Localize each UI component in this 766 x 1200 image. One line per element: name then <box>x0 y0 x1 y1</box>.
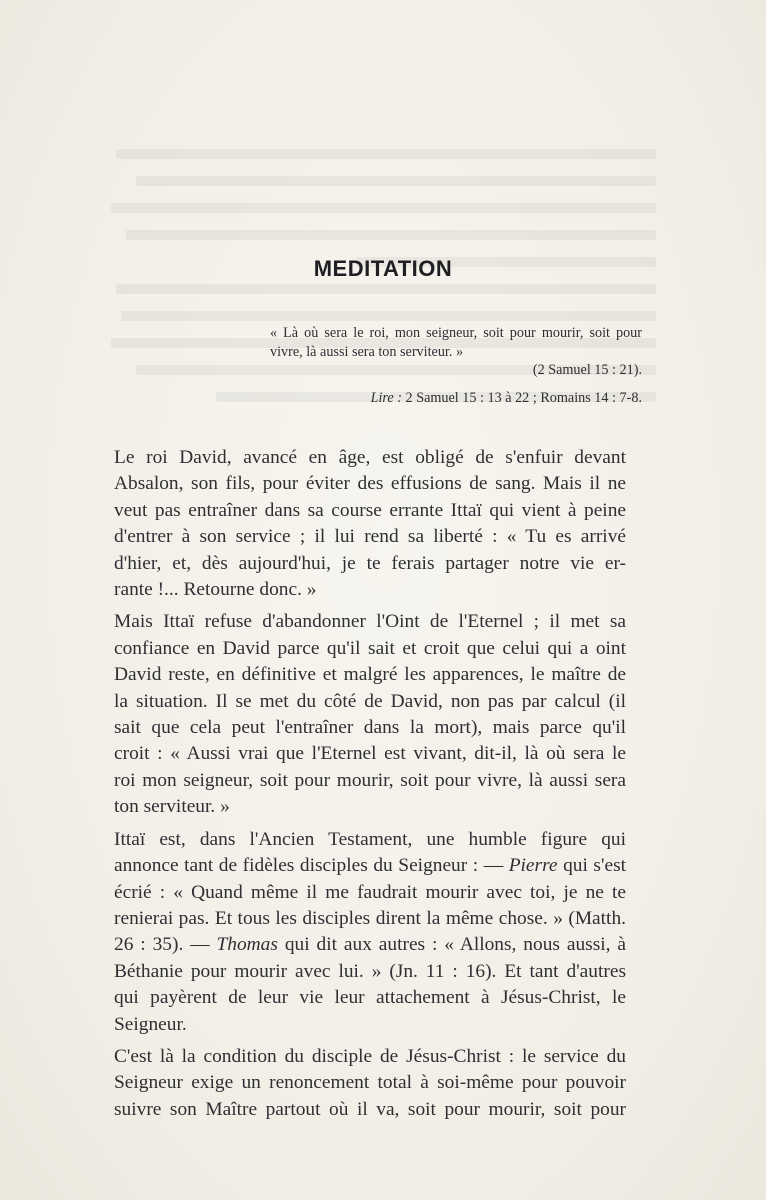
text-line: Seigneur exige un renoncement total à soi-même pour pouvoir <box>114 1072 626 1094</box>
text-line: d'hier, et, dès aujourd'hui, je te ferais partager notre vie er- <box>114 552 626 574</box>
epigraph-quote: « Là où sera le roi, mon seigneur, soit pour mourir, soit pour vivre, là aussi sera ton serviteur. » <box>270 325 642 360</box>
text-line: sait que cela peut l'entraîner dans la mort), mais parce qu'il <box>114 717 626 739</box>
text-line: qui payèrent de leur vie leur attachement à Jésus-Christ, le <box>114 987 626 1009</box>
paragraph <box>114 445 626 603</box>
text-line: Béthanie pour mourir avec lui. » (Jn. 11 : 16). Et tant d'autres <box>114 960 626 982</box>
text-line: annonce tant de fidèles disciples du Seigneur : — Pierre qui s'est <box>114 855 626 877</box>
italic-name: Pierre <box>508 855 558 877</box>
paragraph <box>114 827 626 1038</box>
italic-name: Thomas <box>216 934 278 956</box>
paragraph <box>114 1044 626 1123</box>
read-label: Lire : <box>370 390 402 406</box>
text-line: Ittaï est, dans l'Ancien Testament, une humble figure qui <box>114 828 626 850</box>
text-line: suivre son Maître partout où il va, soit pour mourir, soit pour <box>114 1098 626 1120</box>
reading-reference <box>371 390 642 407</box>
text-line: écrié : « Quand même il me faudrait mourir avec toi, je ne te <box>114 881 626 903</box>
text-line: Mais Ittaï refuse d'abandonner l'Oint de l'Eternel ; il met sa <box>114 611 626 633</box>
text-line: 26 : 35). — Thomas qui dit aux autres : « Allons, nous aussi, à <box>114 934 626 956</box>
epigraph-reference: (2 Samuel 15 : 21). <box>532 362 642 378</box>
text-line: Seigneur. <box>114 1013 187 1035</box>
read-refs: 2 Samuel 15 : 13 à 22 ; Romains 14 : 7-8. <box>405 390 642 406</box>
text-line: croit : « Aussi vrai que l'Eternel est vivant, dit-il, là où sera le <box>114 743 626 765</box>
body-text <box>114 445 626 1129</box>
text-line: confiance en David parce qu'il sait et croit que celui qui a oint <box>114 637 626 659</box>
text-line: Le roi David, avancé en âge, est obligé de s'enfuir devant <box>114 447 626 468</box>
text-line: la situation. Il se met du côté de David, non pas par calcul (il <box>114 690 626 712</box>
text-line: veut pas entraîner dans sa course errante Ittaï qui vient à peine <box>114 499 626 521</box>
text-line: C'est là la condition du disciple de Jésus-Christ : le service du <box>114 1045 626 1067</box>
text-line: roi mon seigneur, soit pour mourir, soit pour vivre, là aussi sera <box>114 769 626 791</box>
page-title: MEDITATION <box>313 256 453 281</box>
text-line: David reste, en définitive et malgré les apparences, le maître de <box>114 664 626 686</box>
text-line: d'entrer à son service ; il lui rend sa liberté : « Tu es arrivé <box>114 526 626 548</box>
text-line: rante !... Retourne donc. » <box>114 579 317 601</box>
text-line: renierai pas. Et tous les disciples dirent la même chose. » (Matth. <box>114 907 626 929</box>
text-line: Absalon, son fils, pour éviter des effusions de sang. Mais il ne <box>114 473 626 495</box>
text-line: ton serviteur. » <box>114 796 230 818</box>
paragraph <box>114 609 626 820</box>
